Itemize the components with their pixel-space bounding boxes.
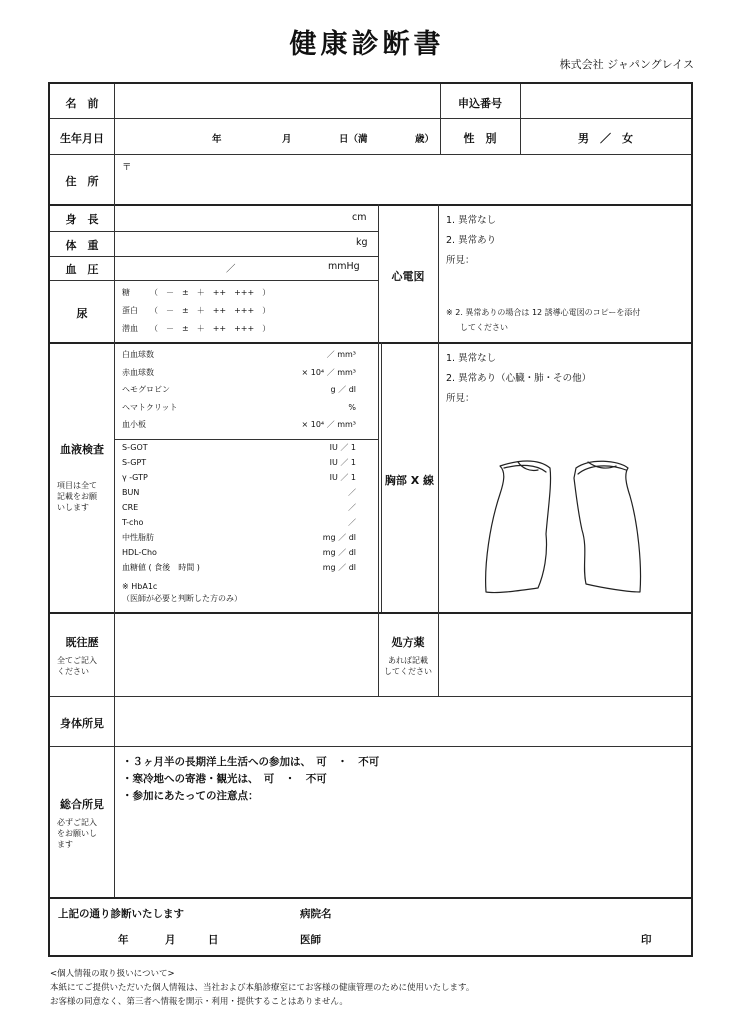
hba1c-note: （医師が必要と判断した方のみ） (122, 594, 242, 603)
prescription-field[interactable] (440, 614, 689, 695)
blood-chem-item-unit: ／ (348, 518, 356, 527)
blood-chem-item-unit: mg ／ dl (322, 533, 356, 542)
blood-chem-value-field[interactable] (200, 517, 320, 530)
doctor-label: 医師 (300, 934, 321, 946)
ecg-label: 心電図 (391, 270, 425, 283)
physical-findings-field[interactable] (116, 698, 689, 745)
prescription-note-1: あれば記載 (388, 656, 428, 665)
physical-findings-label: 身体所見 (60, 717, 104, 730)
urine-protein-name: 蛋白 (122, 306, 138, 315)
urine-protein-scale[interactable]: （ － ± ＋ ++ +++ ） (150, 306, 271, 315)
weight-label: 体 重 (65, 239, 99, 252)
xray-finding-label: 所見： (446, 393, 475, 404)
blood-cbc-item-unit: % (348, 402, 356, 412)
urine-blood-name: 潜血 (122, 324, 138, 333)
privacy-line-2: お客様の同意なく、第三者へ情報を開示・利用・提供することはありません。 (50, 997, 348, 1007)
sign-day-label: 日 (208, 934, 219, 946)
ecg-note: ※ 2. 異常ありの場合は 12 誘導心電図のコピーを添付 (446, 308, 641, 317)
medical-history-field[interactable] (116, 614, 377, 695)
name-field[interactable] (116, 85, 439, 117)
weight-unit: kg (356, 237, 368, 248)
blood-cbc-item-name: 血小板 (122, 420, 146, 429)
seal-label: 印 (641, 934, 652, 946)
overall-findings-note-2: をお願いし (57, 829, 97, 838)
blood-chem-item-unit: mg ／ dl (322, 548, 356, 557)
blood-chem-item-unit: IU ／ 1 (329, 443, 356, 452)
hba1c-label: ※ HbA1c (122, 582, 158, 591)
sex-label: 性 別 (463, 132, 497, 145)
blood-chem-item-unit: IU ／ 1 (329, 458, 356, 467)
sign-year-label: 年 (118, 934, 129, 946)
chest-xray-label: 胸部 X 線 (384, 474, 435, 487)
blood-chem-item-name: S-GPT (122, 458, 147, 467)
urine-sugar-name: 糖 (122, 288, 130, 297)
blood-chem-value-field[interactable] (200, 532, 320, 545)
blood-test-note-1: 項目は全て (57, 481, 97, 490)
blood-cbc-value-field[interactable] (200, 384, 320, 397)
blood-chem-value-field[interactable] (200, 472, 320, 485)
blood-chem-item-name: 血糖値 ( 食後 時間 ) (122, 563, 200, 572)
date-of-birth-label: 生年月日 (60, 132, 104, 145)
blood-chem-item-name: 中性脂肪 (122, 533, 154, 542)
ecg-note-cont: してください (460, 323, 508, 332)
blood-chem-item-unit: IU ／ 1 (329, 473, 356, 482)
blood-test-note-2: 記載をお願 (57, 492, 97, 501)
blood-chem-item-name: HDL-Cho (122, 548, 157, 557)
blood-cbc-value-field[interactable] (200, 349, 320, 362)
privacy-line-1: 本紙にてご提供いただいた個人情報は、当社および本船診療室にてお客様の健康管理のために使用いたします。 (50, 983, 475, 993)
prescription-note-2: してください (384, 667, 432, 676)
blood-cbc-item-unit: × 10⁴ ／ mm³ (301, 367, 356, 377)
overall-findings-label: 総合所見 (60, 798, 104, 811)
blood-chem-value-field[interactable] (200, 487, 320, 500)
height-unit: cm (352, 212, 367, 223)
blood-chem-item-unit: mg ／ dl (322, 563, 356, 572)
privacy-notice (50, 967, 474, 1009)
blood-chem-item-name: γ -GTP (122, 473, 148, 482)
blood-cbc-item-name: 白血球数 (122, 350, 154, 359)
height-label: 身 長 (65, 213, 99, 226)
name-label: 名 前 (65, 97, 99, 110)
medical-history-note-2: ください (57, 667, 89, 676)
address-field[interactable] (116, 156, 689, 202)
overall-findings-note-1: 必ずご記入 (57, 818, 97, 827)
blood-pressure-label: 血 圧 (65, 263, 99, 276)
blood-chem-item-name: CRE (122, 503, 139, 512)
blood-chem-value-field[interactable] (200, 547, 320, 560)
bp-unit: mmHg (328, 261, 360, 272)
postal-mark: 〒 (122, 162, 132, 173)
blood-cbc-item-name: ヘマトクリット (122, 402, 178, 412)
blood-test-label: 血液検査 (60, 443, 104, 456)
blood-chem-value-field[interactable] (200, 442, 320, 455)
dob-year-label: 年 (212, 134, 222, 145)
sign-month-label: 月 (165, 934, 176, 946)
ecg-option-abnormal[interactable]: 2. 異常あり (446, 235, 497, 246)
xray-option-abnormal[interactable]: 2. 異常あり（心臓・肺・その他） (446, 373, 592, 384)
participation-notes-line: ・参加にあたっての注意点： (122, 790, 259, 802)
urine-sugar-scale[interactable]: （ － ± ＋ ++ +++ ） (150, 288, 271, 297)
medical-history-note-1: 全てご記入 (57, 656, 97, 665)
form-table (48, 82, 693, 957)
blood-chem-item-unit: ／ (348, 503, 356, 512)
blood-chem-value-field[interactable] (200, 457, 320, 470)
blood-chem-item-name: T-cho (122, 518, 144, 527)
blood-chem-item-name: BUN (122, 488, 140, 497)
company-name: 株式会社 ジャパングレイス (559, 58, 694, 71)
prescription-label: 処方薬 (391, 636, 425, 649)
blood-cbc-value-field[interactable] (200, 367, 320, 380)
blood-chem-value-field[interactable] (200, 562, 320, 575)
dob-month-label: 月 (282, 134, 292, 145)
blood-cbc-item-unit: ／ mm³ (326, 350, 356, 359)
ecg-finding-label: 所見： (446, 255, 475, 266)
blood-cbc-item-name: 赤血球数 (122, 367, 154, 377)
voyage-participation-line[interactable]: ・３ヶ月半の長期洋上生活への参加は、 可 ・ 不可 (122, 756, 380, 768)
blood-chem-item-name: S-GOT (122, 443, 148, 452)
privacy-heading: <個人情報の取り扱いについて> (50, 969, 175, 979)
application-number-label: 申込番号 (458, 97, 502, 110)
age-label: 歳） (415, 134, 435, 145)
diagnosis-statement: 上記の通り診断いたします (58, 908, 184, 920)
blood-cbc-item-unit: g ／ dl (330, 385, 356, 394)
sex-options[interactable]: 男 ／ 女 (578, 132, 633, 145)
lungs-diagram-icon (478, 454, 648, 599)
page-title: 健康診断書 (289, 29, 445, 60)
blood-cbc-value-field[interactable] (200, 419, 320, 432)
blood-cbc-value-field[interactable] (200, 402, 320, 415)
hospital-name-label: 病院名 (300, 908, 332, 920)
medical-history-label: 既往歴 (65, 636, 99, 649)
ecg-option-normal[interactable]: 1. 異常なし (446, 215, 497, 226)
xray-option-normal[interactable]: 1. 異常なし (446, 353, 497, 364)
urine-blood-scale[interactable]: （ － ± ＋ ++ +++ ） (150, 324, 271, 333)
urine-label: 尿 (76, 307, 88, 320)
blood-chem-item-unit: ／ (348, 488, 356, 497)
dob-day-label: 日（満 (339, 134, 368, 145)
blood-test-note-3: いします (57, 503, 89, 512)
bp-separator: ／ (226, 264, 236, 275)
blood-cbc-item-name: ヘモグロビン (122, 385, 170, 394)
blood-cbc-item-unit: × 10⁴ ／ mm³ (301, 420, 356, 429)
overall-findings-note-3: ます (57, 840, 73, 849)
blood-chem-value-field[interactable] (200, 502, 320, 515)
address-label: 住 所 (65, 175, 99, 188)
cold-port-line[interactable]: ・寒冷地への寄港・観光は、 可 ・ 不可 (122, 773, 327, 785)
application-number-field[interactable] (522, 85, 689, 117)
